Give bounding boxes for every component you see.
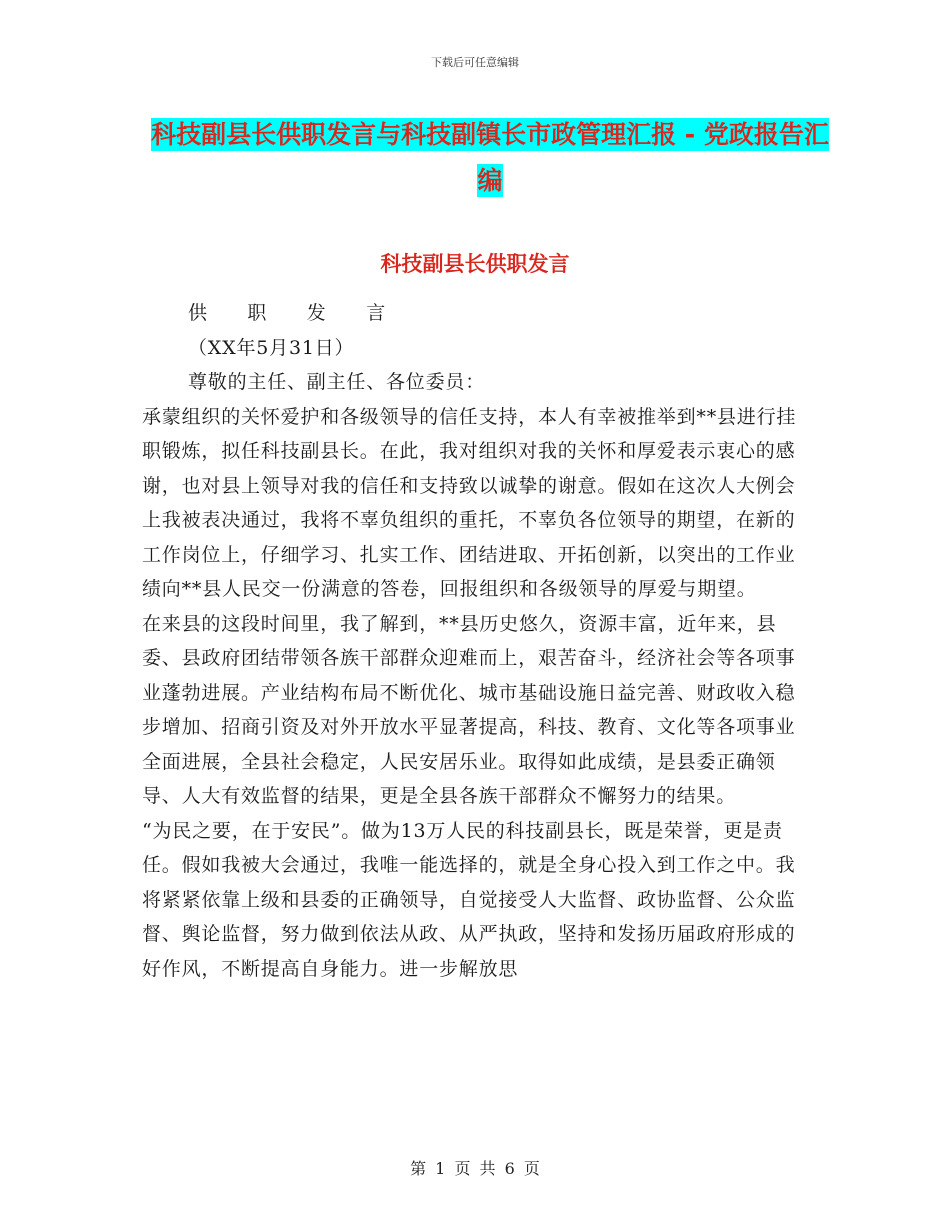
document-title-text: 科技副县长供职发言与科技副镇长市政管理汇报 - 党政报告汇编 [151, 120, 829, 195]
paragraph: 在来县的这段时间里，我了解到，**县历史悠久，资源丰富，近年来，县委、县政府团结带领各族干部群众迎难而上，艰苦奋斗，经济社会等各项事业蓬勃进展。产业结构布局不断优化、城市基础设施日益完善、财政收入稳步增加、招商引资及对外开放水平显著提高，科技、教育、文化等各项事业全面进展，全县社会稳定，人民安居乐业。取得如此成绩，是县委正确领导、人大有效监督的结果，更是全县各族干部群众不懈努力的结果。 [142, 612, 796, 807]
document-title [140, 112, 840, 204]
header-note: 下载后可任意编辑 [431, 56, 519, 69]
page-indicator: 第 1 页 共 6 页 [410, 1159, 540, 1178]
section-heading: 科技副县长供职发言 [380, 252, 570, 276]
paragraph: 承蒙组织的关怀爱护和各级领导的信任支持，本人有幸被推举到**县进行挂职锻炼，拟任科技副县长。在此，我对组织对我的关怀和厚爱表示衷心的感谢，也对县上领导对我的信任和支持致以诚挚的谢意。假如在这次人大例会上我被表决通过，我将不辜负组织的重托，不辜负各位领导的期望，在新的工作岗位上，仔细学习、扎实工作、团结进取、开拓创新，以突出的工作业绩向**县人民交一份满意的答卷，回报组织和各级领导的厚爱与期望。 [142, 405, 797, 600]
speech-label: 供 职 发 言 [188, 302, 387, 324]
salutation: 尊敬的主任、副主任、各位委员： [188, 371, 486, 393]
date-line: （XX年5月31日） [188, 336, 355, 359]
document-body [142, 296, 810, 986]
paragraph: “为民之要，在于安民”。做为13万人民的科技副县长，既是荣誉，更是责任。假如我被大会通过，我唯一能选择的，就是全身心投入到工作之中。我将紧紧依靠上级和县委的正确领导，自觉接受人大监督、政协监督、公众监督、舆论监督，努力做到依法从政、从严执政，坚持和发扬历届政府形成的好作风，不断提高自身能力。进一步解放思 [142, 819, 796, 980]
